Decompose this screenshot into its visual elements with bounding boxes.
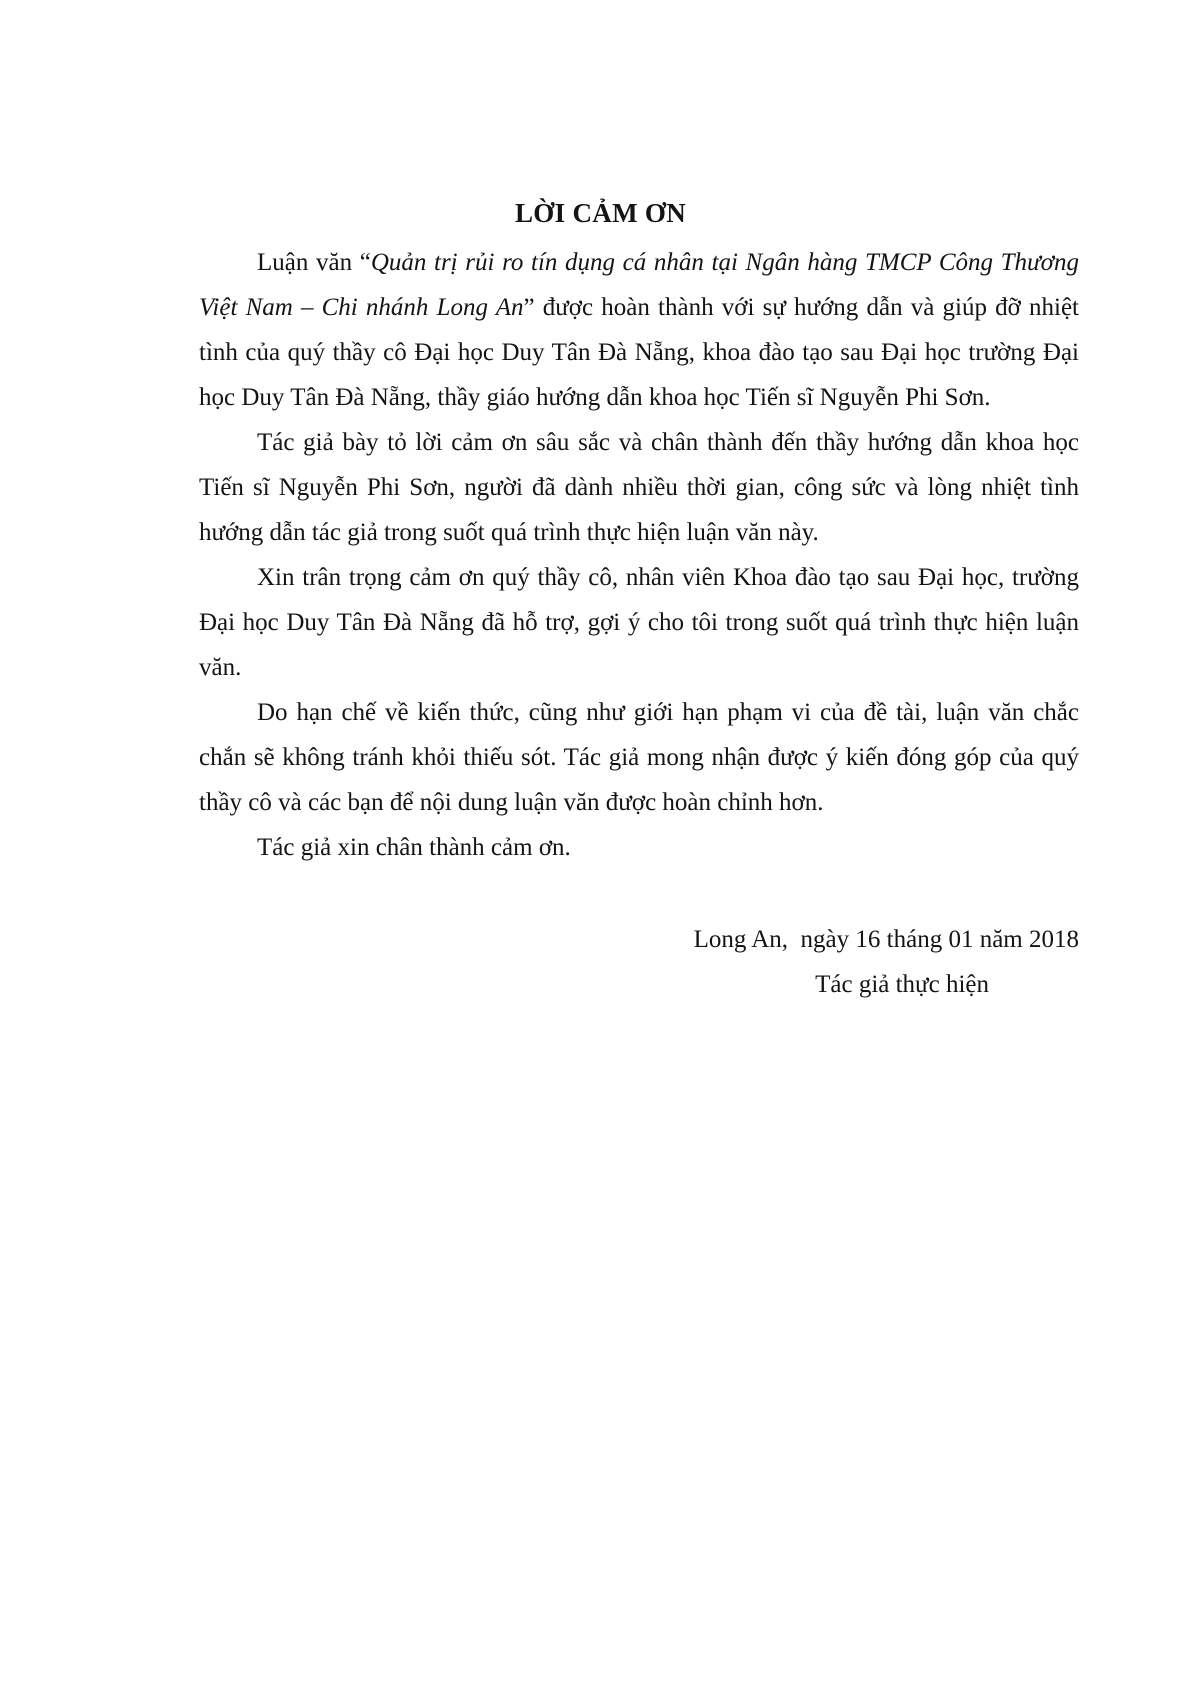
thesis-title: Quản trị rủi ro tín dụng cá nhân tại Ngân hàng TMCP Công Thương Việt Nam – Chi nhánh Long An	[199, 249, 1080, 321]
acknowledgement-body	[199, 240, 1079, 870]
author-label: Tác giả thực hiện	[815, 971, 989, 998]
paragraph-limitations: Do hạn chế về kiến thức, cũng như giới hạn phạm vi của đề tài, luận văn chắc chắn sẽ không tránh khỏi thiếu sót. Tác giả mong nhận được ý kiến đóng góp của quý thầy cô và các bạn để nội dung luận văn được hoàn chỉnh hơn.	[199, 699, 1079, 816]
paragraph-suffix: ” được hoàn thành với sự hướng dẫn và giúp đỡ nhiệt tình của quý thầy cô Đại học Duy Tân Đà Nẵng, khoa đào tạo sau Đại học trường Đại học Duy Tân Đà Nẵng, thầy giáo hướng dẫn khoa học Tiến sĩ Nguyễn Phi Sơn.	[199, 294, 1079, 411]
paragraph-prefix: Luận văn “	[257, 249, 371, 276]
paragraph-thesis-intro	[199, 240, 1079, 420]
paragraph-advisor-thanks: Tác giả bày tỏ lời cảm ơn sâu sắc và chân thành đến thầy hướng dẫn khoa học Tiến sĩ Nguyễn Phi Sơn, người đã dành nhiều thời gian, công sức và lòng nhiệt tình hướng dẫn tác giả trong suốt quá trình thực hiện luận văn này.	[199, 429, 1079, 546]
paragraph-faculty-thanks: Xin trân trọng cảm ơn quý thầy cô, nhân viên Khoa đào tạo sau Đại học, trường Đại học Duy Tân Đà Nẵng đã hỗ trợ, gợi ý cho tôi trong suốt quá trình thực hiện luận văn.	[199, 564, 1079, 681]
signature-block	[579, 917, 1079, 1007]
place-date: Long An, ngày 16 tháng 01 năm 2018	[693, 926, 1079, 953]
paragraph-closing: Tác giả xin chân thành cảm ơn.	[257, 834, 571, 861]
page-title: LỜI CẢM ƠN	[515, 198, 686, 228]
